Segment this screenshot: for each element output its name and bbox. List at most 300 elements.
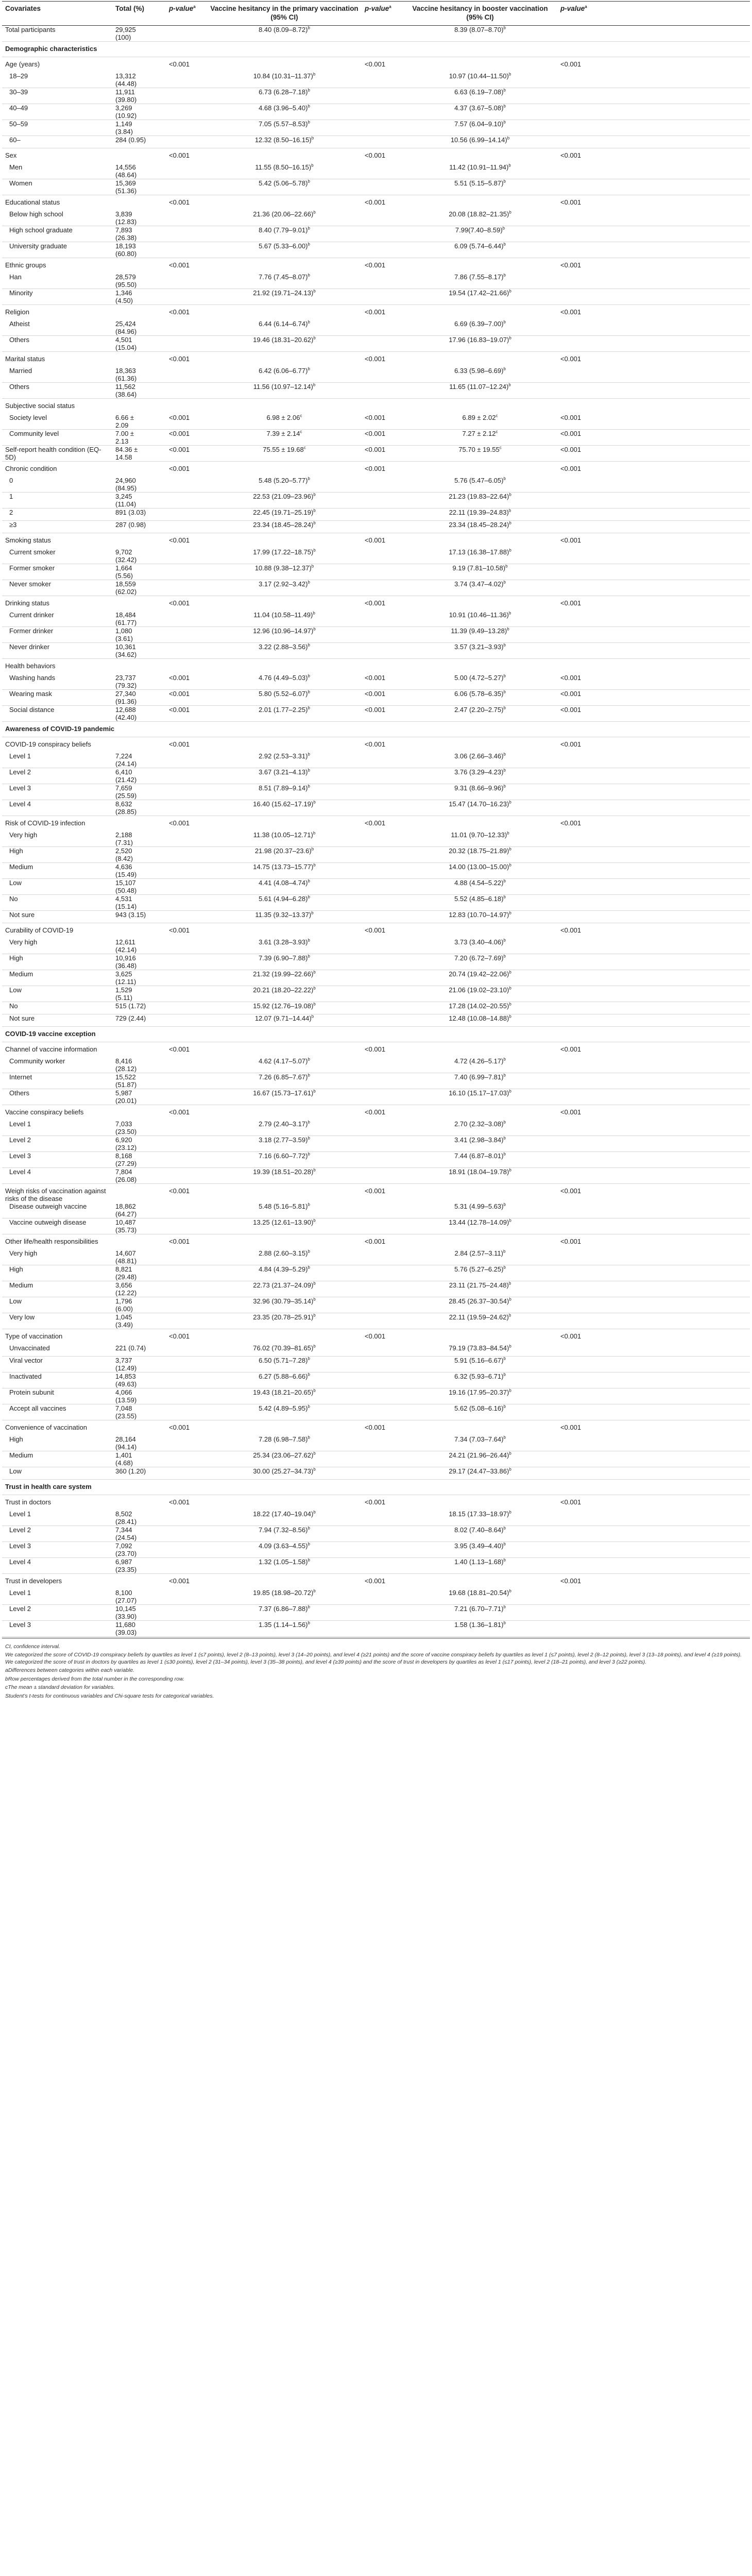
table-row (2, 179, 750, 195)
cell-covariate: 40–49 (2, 104, 112, 120)
cell-vh-primary (207, 737, 362, 752)
table-row (2, 135, 750, 148)
cell-vh-primary: 7.76 $(7.45-8.07)^b$ (207, 273, 362, 289)
cell-covariate: ≥3 (2, 520, 112, 533)
cell-vh-booster: 19.54 $(17.42-21.66)^b$ (403, 289, 557, 304)
table-row (2, 1344, 750, 1357)
cell-p-value-2 (362, 1265, 403, 1281)
table-row (2, 25, 750, 41)
cell-vh-booster: 6.32 $(5.93-6.71)^b$ (403, 1372, 557, 1388)
cell-vh-booster: 3.41 $(2.98-3.84)^b$ (403, 1136, 557, 1151)
table-footnotes (2, 1638, 750, 1700)
header-total: Total (%) (112, 2, 166, 26)
cell-covariate: Atheist (2, 320, 112, 336)
cell-vh-booster: 4.37 $(3.67-5.08)^b$ (403, 104, 557, 120)
cell-covariate: Level 3 (2, 1151, 112, 1167)
cell-covariate: Current drinker (2, 611, 112, 627)
cell-p-value-1: <0.001 (169, 60, 190, 68)
table-row (2, 1167, 750, 1183)
cell-vh-booster: 28.45 $(26.37-30.54)^b$ (403, 1297, 557, 1313)
cell-total: 1,401 (4.68) (112, 1451, 166, 1467)
cell-vh-primary: 10.84 $(10.31-11.37)^b$ (207, 72, 362, 88)
cell-p-value-2 (362, 938, 403, 954)
cell-p-value-1: <0.001 (166, 414, 207, 430)
cell-total (112, 533, 166, 548)
group-row (2, 533, 750, 548)
cell-vh-primary: 3.22 $(2.88-3.56)^b$ (207, 642, 362, 658)
cell-p-value-2 (362, 1167, 403, 1183)
cell-vh-booster: 6.33 $(5.98-6.69)^b$ (403, 367, 557, 383)
cell-vh-primary: 7.39 $(6.90-7.88)^b$ (207, 954, 362, 970)
cell-total: 3,839 (12.83) (112, 210, 166, 226)
cell-covariate: Religion (5, 308, 29, 316)
cell-p-value-1 (166, 626, 207, 642)
table-row (2, 846, 750, 862)
cell-vh-primary: 7.26 $(6.85-7.67)^b$ (207, 1073, 362, 1089)
cell-p-value-3 (557, 1372, 750, 1388)
header-vaccine-hesitancy-booster: Vaccine hesitancy in booster vaccination (95% CI) (403, 2, 557, 26)
cell-covariate: No (2, 894, 112, 910)
cell-covariate: University graduate (2, 242, 112, 258)
cell-vh-primary: 19.46 $(18.31-20.62)^b$ (207, 335, 362, 351)
cell-vh-primary: 23.34 $(18.45-28.24)^b$ (207, 520, 362, 533)
cell-total: 8,416 (28.12) (112, 1057, 166, 1073)
cell-vh-primary: 30.00 $(25.27-34.73)^b$ (207, 1467, 362, 1479)
cell-p-value-3: <0.001 (560, 1332, 582, 1340)
cell-p-value-1 (166, 1344, 207, 1357)
cell-vh-primary: 6.73 $(6.28-7.18)^b$ (207, 88, 362, 104)
cell-p-value-2 (362, 1451, 403, 1467)
cell-p-value-2 (362, 1435, 403, 1451)
cell-covariate: Not sure (2, 910, 112, 923)
cell-total: 28,579 (95.50) (112, 273, 166, 289)
footnote: bRow percentages derived from the total number in the corresponding row. (5, 1675, 184, 1682)
cell-total: 15,522 (51.87) (112, 1073, 166, 1089)
cell-vh-primary: 25.34 $(23.06-27.62)^b$ (207, 1451, 362, 1467)
cell-p-value-3 (557, 611, 750, 627)
cell-vh-booster (403, 1042, 557, 1057)
cell-covariate: Washing hands (2, 674, 112, 690)
cell-vh-booster: 5.62 $(5.08-6.16)^b$ (403, 1404, 557, 1420)
cell-p-value-1: <0.001 (169, 1423, 190, 1431)
cell-p-value-1 (166, 289, 207, 304)
cell-p-value-1 (166, 1002, 207, 1014)
cell-total: 10,145 (33.90) (112, 1604, 166, 1620)
cell-vh-primary: 11.35 $(9.32-13.37)^b$ (207, 910, 362, 923)
table-row (2, 520, 750, 533)
cell-p-value-3 (557, 1589, 750, 1605)
cell-covariate: Medium (2, 862, 112, 878)
cell-covariate: Social distance (2, 705, 112, 721)
cell-total (112, 258, 166, 273)
table-row (2, 1541, 750, 1557)
cell-p-value-1 (166, 658, 207, 674)
cell-vh-primary: 5.42 $(4.89-5.95)^b$ (207, 1404, 362, 1420)
cell-p-value-3 (557, 1435, 750, 1451)
cell-covariate: Level 3 (2, 1620, 112, 1636)
cell-vh-primary: 2.88 $(2.60-3.15)^b$ (207, 1249, 362, 1265)
table-row (2, 429, 750, 445)
table-row (2, 445, 750, 461)
cell-p-value-3 (557, 398, 750, 414)
cell-p-value-1 (166, 1604, 207, 1620)
cell-vh-booster: 7.44 $(6.87-8.01)^b$ (403, 1151, 557, 1167)
table-row (2, 1120, 750, 1136)
cell-p-value-1 (166, 226, 207, 242)
cell-vh-primary (207, 1183, 362, 1202)
cell-total: 18,193 (60.80) (112, 242, 166, 258)
group-row (2, 1042, 750, 1057)
cell-vh-booster: 9.31 $(8.66-9.96)^b$ (403, 784, 557, 800)
cell-p-value-1 (166, 642, 207, 658)
cell-covariate: Level 3 (2, 784, 112, 800)
cell-total: 25,424 (84.96) (112, 320, 166, 336)
cell-vh-booster (403, 195, 557, 210)
cell-covariate: Protein subunit (2, 1388, 112, 1404)
cell-p-value-3 (557, 242, 750, 258)
cell-p-value-1: <0.001 (169, 261, 190, 269)
cell-vh-primary: 1.35 $(1.14-1.56)^b$ (207, 1620, 362, 1636)
table-row (2, 784, 750, 800)
cell-vh-primary: 12.96 $(10.96-14.97)^b$ (207, 626, 362, 642)
cell-p-value-3 (557, 179, 750, 195)
cell-covariate: Risk of COVID-19 infection (5, 819, 86, 827)
cell-p-value-3 (557, 1089, 750, 1105)
cell-p-value-1 (166, 1151, 207, 1167)
cell-p-value-3 (557, 1620, 750, 1636)
cell-p-value-3 (557, 1120, 750, 1136)
cell-p-value-3 (557, 1541, 750, 1557)
cell-p-value-3 (557, 1344, 750, 1357)
cell-vh-booster: 18.15 $(17.33-18.97)^b$ (403, 1510, 557, 1526)
cell-covariate: Health behaviors (5, 662, 56, 670)
cell-p-value-3 (557, 508, 750, 520)
cell-total: 8,502 (28.41) (112, 1510, 166, 1526)
cell-vh-primary: 11.55 $(8.50-16.15)^b$ (207, 163, 362, 179)
cell-total (112, 148, 166, 163)
cell-vh-primary: 3.18 $(2.77-3.59)^b$ (207, 1136, 362, 1151)
cell-vh-primary (207, 533, 362, 548)
cell-covariate: 0 (2, 477, 112, 493)
cell-p-value-2 (362, 658, 403, 674)
cell-p-value-1 (166, 768, 207, 784)
cell-total: 6.66 ± 2.09 (112, 414, 166, 430)
cell-vh-primary: 5.80 $(5.52-6.07)^b$ (207, 689, 362, 705)
cell-p-value-3 (557, 273, 750, 289)
group-row (2, 1183, 750, 1202)
cell-total: 729 (2.44) (112, 1014, 166, 1026)
cell-vh-primary (207, 1042, 362, 1057)
cell-p-value-2 (362, 1218, 403, 1234)
cell-p-value-3 (557, 520, 750, 533)
cell-p-value-3: <0.001 (560, 536, 582, 544)
cell-total (112, 1329, 166, 1344)
cell-covariate: Level 1 (2, 1589, 112, 1605)
cell-p-value-1 (166, 477, 207, 493)
cell-p-value-1: <0.001 (166, 674, 207, 690)
cell-p-value-3 (557, 970, 750, 986)
cell-p-value-2: <0.001 (365, 1045, 386, 1053)
cell-vh-booster (403, 57, 557, 72)
table-row (2, 382, 750, 398)
cell-p-value-2 (362, 894, 403, 910)
cell-covariate: Weigh risks of vaccination against risks of the disease (5, 1187, 106, 1202)
cell-vh-booster: 24.21 $(21.96-26.44)^b$ (403, 1451, 557, 1467)
cell-total (112, 1420, 166, 1435)
cell-covariate: Other life/health responsibilities (5, 1237, 98, 1245)
table-row (2, 1202, 750, 1218)
table-row (2, 642, 750, 658)
cell-vh-booster: 23.34 $(18.45-28.24)^b$ (403, 520, 557, 533)
cell-total: 515 (1.72) (112, 1002, 166, 1014)
cell-total: 6,920 (23.12) (112, 1136, 166, 1151)
cell-covariate: 60– (2, 135, 112, 148)
table-row (2, 1057, 750, 1073)
cell-p-value-1 (166, 752, 207, 768)
cell-covariate: 1 (2, 492, 112, 508)
cell-total: 7,344 (24.54) (112, 1526, 166, 1541)
cell-p-value-1 (166, 163, 207, 179)
cell-vh-booster: 2.70 $(2.32-3.08)^b$ (403, 1120, 557, 1136)
footnote: We categorized the score of COVID-19 conspiracy beliefs by quartiles as level 1 (≤7 points), level 2 (8–13 points), level 3 (14–20 points), and level 4 (≥21 points) and the score of vaccine conspiracy beliefs by quartiles as level 1 (≤7 points), level 2 (8–12 points), level 3 (13–18 points), and level 4 (≥19 points). We categorized the score of trust in doctors by quartiles as level 1 (≤30 points), level 2 (31–34 points), level 3 (35–38 points), and level 4 (≥39 points) and the score of trust in developers by quartiles as level 1 (≤17 points), level 2 (18–21 points), and level 3 (≥22 points). (5, 1652, 742, 1665)
cell-vh-primary: 8.40 $(7.79-9.01)^b$ (207, 226, 362, 242)
cell-total (112, 1105, 166, 1120)
cell-vh-primary (207, 351, 362, 367)
cell-p-value-2 (362, 1526, 403, 1541)
group-row (2, 737, 750, 752)
cell-p-value-2 (362, 1249, 403, 1265)
cell-p-value-1: <0.001 (169, 1577, 190, 1585)
cell-covariate: High (2, 954, 112, 970)
cell-p-value-1 (166, 938, 207, 954)
table-row (2, 1451, 750, 1467)
section-row (2, 41, 750, 57)
cell-covariate: Viral vector (2, 1356, 112, 1372)
cell-p-value-3 (557, 135, 750, 148)
group-row (2, 258, 750, 273)
cell-p-value-2 (362, 1467, 403, 1479)
cell-p-value-3 (557, 1167, 750, 1183)
cell-covariate: Smoking status (5, 536, 51, 544)
cell-total: 360 (1.20) (112, 1467, 166, 1479)
cell-total: 13,312 (44.48) (112, 72, 166, 88)
cell-vh-primary: 10.88 $(9.38-12.37)^b$ (207, 564, 362, 580)
cell-total: 14,556 (48.64) (112, 163, 166, 179)
cell-p-value-2 (362, 492, 403, 508)
cell-vh-booster: 5.76 $(5.27-6.25)^b$ (403, 1265, 557, 1281)
cell-p-value-1 (166, 548, 207, 564)
cell-vh-primary: 6.50 $(5.71-7.28)^b$ (207, 1356, 362, 1372)
table-row (2, 120, 750, 135)
cell-vh-booster: 5.91 $(5.16-6.67)^b$ (403, 1356, 557, 1372)
footnote: CI, confidence interval. (5, 1643, 60, 1650)
cell-p-value-2 (362, 210, 403, 226)
cell-p-value-2 (362, 335, 403, 351)
cell-p-value-2 (362, 1356, 403, 1372)
cell-p-value-2: <0.001 (365, 464, 386, 472)
cell-covariate: Below high school (2, 210, 112, 226)
cell-vh-primary: 19.85 $(18.98-20.72)^b$ (207, 1589, 362, 1605)
table-row (2, 580, 750, 596)
table-container (2, 0, 750, 1700)
cell-vh-booster: 1.58 $(1.36-1.81)^b$ (403, 1620, 557, 1636)
cell-p-value-3 (557, 862, 750, 878)
cell-p-value-3 (557, 367, 750, 383)
cell-vh-booster: 20.74 $(19.42-22.06)^b$ (403, 970, 557, 986)
cell-p-value-1 (166, 72, 207, 88)
cell-vh-booster: 6.69 $(6.39-7.00)^b$ (403, 320, 557, 336)
cell-total: 221 (0.74) (112, 1344, 166, 1357)
group-row (2, 596, 750, 611)
cell-p-value-3: <0.001 (560, 1187, 582, 1195)
cell-p-value-3: <0.001 (560, 60, 582, 68)
cell-p-value-1 (166, 382, 207, 398)
cell-vh-primary: 22.73 $(21.37-24.09)^b$ (207, 1281, 362, 1297)
cell-covariate: Level 1 (2, 1510, 112, 1526)
cell-covariate: Former smoker (2, 564, 112, 580)
cell-vh-primary (207, 1234, 362, 1249)
header-p-value-2: p-value$^a$ (362, 2, 403, 26)
table-row (2, 226, 750, 242)
cell-vh-primary (207, 258, 362, 273)
cell-total: 8,821 (29.48) (112, 1265, 166, 1281)
cell-vh-booster (403, 1495, 557, 1510)
cell-vh-booster: 2.84 $(2.57-3.11)^b$ (403, 1249, 557, 1265)
cell-vh-primary (207, 658, 362, 674)
cell-vh-booster: 22.11 $(19.59-24.62)^b$ (403, 1313, 557, 1329)
cell-covariate: Married (2, 367, 112, 383)
cell-total: 5,987 (20.01) (112, 1089, 166, 1105)
cell-p-value-2 (362, 179, 403, 195)
cell-covariate: Vaccine outweigh disease (2, 1218, 112, 1234)
cell-p-value-1: <0.001 (169, 308, 190, 316)
cell-p-value-3: <0.001 (560, 354, 582, 363)
cell-p-value-3 (557, 938, 750, 954)
cell-p-value-3 (557, 1356, 750, 1372)
cell-vh-primary (207, 304, 362, 320)
cell-vh-primary: 17.99 $(17.22-18.75)^b$ (207, 548, 362, 564)
table-row (2, 548, 750, 564)
cell-vh-primary: 6.98 ± 2.06$^c$ (207, 414, 362, 430)
cell-p-value-2 (362, 1057, 403, 1073)
table-row (2, 1002, 750, 1014)
cell-p-value-2 (362, 1620, 403, 1636)
cell-vh-booster: 17.13 $(16.38-17.88)^b$ (403, 548, 557, 564)
table-row (2, 626, 750, 642)
cell-covariate: Very high (2, 938, 112, 954)
cell-vh-booster: 5.51 $(5.15-5.87)^b$ (403, 179, 557, 195)
cell-covariate: 30–39 (2, 88, 112, 104)
cell-p-value-1 (166, 954, 207, 970)
cell-vh-primary: 20.21 $(18.20-22.22)^b$ (207, 986, 362, 1002)
cell-vh-booster: 6.09 $(5.74-6.44)^b$ (403, 242, 557, 258)
cell-vh-booster: 6.06 $(5.78-6.35)^b$ (403, 689, 557, 705)
cell-vh-booster: 6.63 $(6.19-7.08)^b$ (403, 88, 557, 104)
cell-vh-primary (207, 816, 362, 831)
cell-p-value-1 (166, 120, 207, 135)
cell-vh-primary: 19.43 $(18.21-20.65)^b$ (207, 1388, 362, 1404)
cell-vh-primary: 12.32 $(8.50-16.15)^b$ (207, 135, 362, 148)
cell-p-value-2 (362, 1281, 403, 1297)
cell-p-value-2: <0.001 (365, 599, 386, 607)
table-row (2, 492, 750, 508)
cell-p-value-3 (557, 642, 750, 658)
cell-p-value-3 (557, 1297, 750, 1313)
cell-p-value-2: <0.001 (365, 354, 386, 363)
cell-total: 9,702 (32.42) (112, 548, 166, 564)
cell-p-value-2 (362, 1372, 403, 1388)
cell-total: 1,664 (5.56) (112, 564, 166, 580)
cell-total: 1,796 (6.00) (112, 1297, 166, 1313)
cell-vh-booster (403, 461, 557, 477)
table-row (2, 1089, 750, 1105)
cell-p-value-3 (557, 1510, 750, 1526)
cell-p-value-2: <0.001 (365, 740, 386, 748)
table-row (2, 1281, 750, 1297)
cell-covariate: Level 1 (2, 752, 112, 768)
cell-p-value-2: <0.001 (362, 689, 403, 705)
cell-p-value-1: <0.001 (166, 445, 207, 461)
cell-covariate: Trust in doctors (5, 1498, 52, 1506)
cell-p-value-1 (166, 784, 207, 800)
cell-vh-primary (207, 1420, 362, 1435)
cell-covariate: Former drinker (2, 626, 112, 642)
cell-vh-booster (403, 1183, 557, 1202)
cell-total: 23,737 (79.32) (112, 674, 166, 690)
cell-covariate: COVID-19 conspiracy beliefs (5, 740, 91, 748)
cell-p-value-2: <0.001 (362, 414, 403, 430)
cell-vh-booster: 3.06 $(2.66-3.46)^b$ (403, 752, 557, 768)
cell-p-value-1 (166, 320, 207, 336)
cell-vh-primary (207, 1495, 362, 1510)
cell-vh-primary: 7.16 $(6.60-7.72)^b$ (207, 1151, 362, 1167)
cell-p-value-3 (557, 477, 750, 493)
cell-p-value-3 (557, 1604, 750, 1620)
cell-p-value-3 (557, 382, 750, 398)
cell-total: 7,048 (23.55) (112, 1404, 166, 1420)
cell-p-value-3 (557, 894, 750, 910)
cell-p-value-1 (166, 1297, 207, 1313)
table-row (2, 954, 750, 970)
cell-vh-primary (207, 923, 362, 938)
cell-p-value-3 (557, 1057, 750, 1073)
group-row (2, 57, 750, 72)
cell-p-value-3 (557, 1313, 750, 1329)
cell-covariate: Chronic condition (5, 464, 57, 472)
cell-vh-primary: 76.02 $(70.39-81.65)^b$ (207, 1344, 362, 1357)
cell-p-value-2: <0.001 (365, 308, 386, 316)
table-row (2, 72, 750, 88)
cell-total: 14,607 (48.81) (112, 1249, 166, 1265)
cell-covariate: Han (2, 273, 112, 289)
cell-p-value-3 (557, 1202, 750, 1218)
cell-covariate: Low (2, 986, 112, 1002)
cell-p-value-1 (166, 862, 207, 878)
table-row (2, 611, 750, 627)
cell-total: 15,369 (51.36) (112, 179, 166, 195)
cell-p-value-2 (362, 1604, 403, 1620)
cell-covariate: Medium (2, 1451, 112, 1467)
cell-p-value-2: <0.001 (365, 536, 386, 544)
cell-vh-primary: 4.62 $(4.17-5.07)^b$ (207, 1057, 362, 1073)
cell-p-value-2 (362, 954, 403, 970)
cell-vh-primary: 5.48 $(5.16-5.81)^b$ (207, 1202, 362, 1218)
cell-covariate: Others (2, 382, 112, 398)
cell-p-value-1: <0.001 (169, 151, 190, 159)
section-label: Demographic characteristics (2, 41, 750, 57)
cell-vh-booster: 79.19 $(73.83-84.54)^b$ (403, 1344, 557, 1357)
cell-covariate: 18–29 (2, 72, 112, 88)
